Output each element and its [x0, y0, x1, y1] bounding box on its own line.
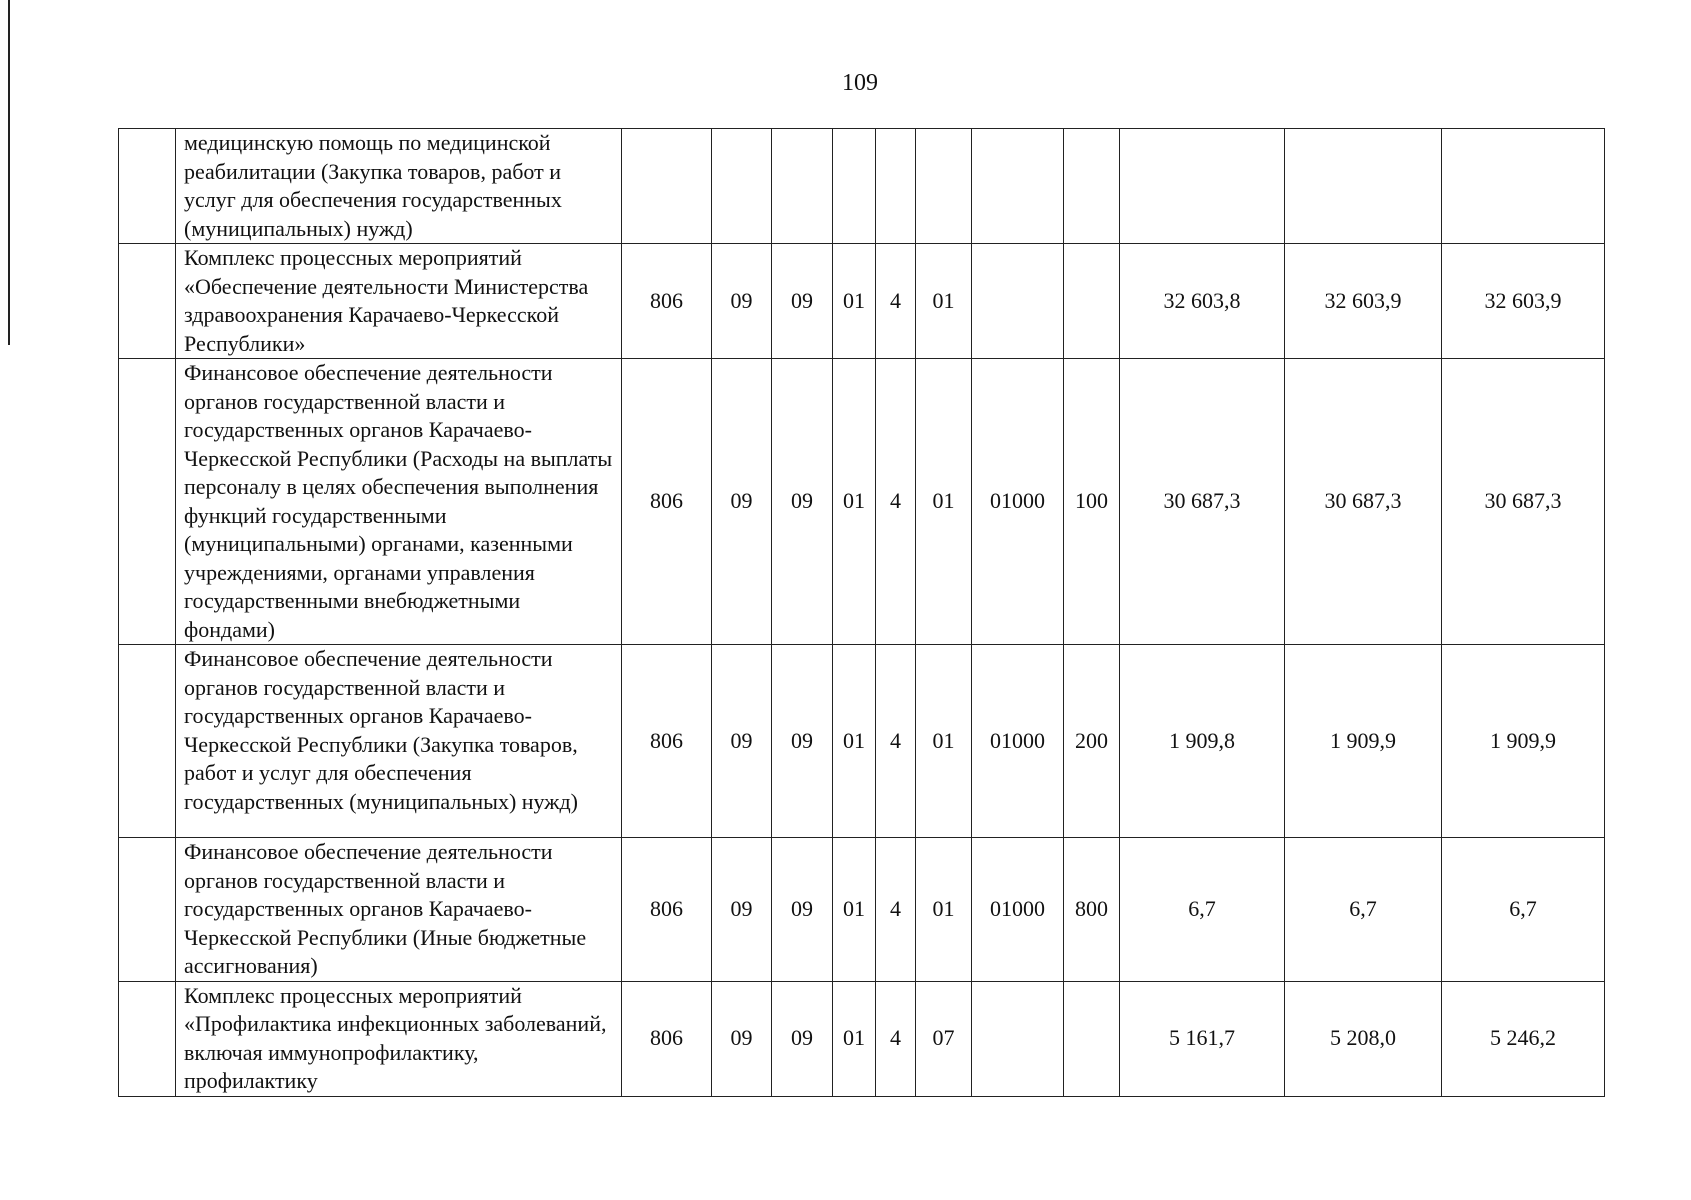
cell-c3 [772, 129, 833, 244]
cell-v2: 6,7 [1285, 838, 1442, 982]
cell-c7 [972, 981, 1064, 1096]
budget-table [118, 128, 1605, 1097]
cell-c5: 4 [876, 838, 916, 982]
row-number-cell [119, 129, 176, 244]
cell-c1: 806 [622, 838, 712, 982]
cell-c3: 09 [772, 359, 833, 645]
row-description: Комплекс процессных мероприятий «Обеспечение деятельности Министерства здравоохранения Карачаево-Черкесской Республики» [176, 244, 622, 359]
cell-c2 [712, 129, 772, 244]
cell-c3: 09 [772, 244, 833, 359]
cell-c5 [876, 129, 916, 244]
table-row [119, 645, 1605, 838]
scan-left-edge [8, 0, 10, 345]
row-description: Финансовое обеспечение деятельности органов государственной власти и государственных органов Карачаево-Черкесской Республики (Закупка товаров, работ и услуг для обеспечения государственных (муниципальных) нужд) [176, 645, 622, 838]
cell-c8: 200 [1064, 645, 1120, 838]
cell-c5: 4 [876, 244, 916, 359]
cell-c7: 01000 [972, 645, 1064, 838]
cell-c1: 806 [622, 645, 712, 838]
cell-v2 [1285, 129, 1442, 244]
cell-v3: 32 603,9 [1442, 244, 1605, 359]
cell-c4: 01 [833, 838, 876, 982]
cell-v1: 5 161,7 [1120, 981, 1285, 1096]
cell-c5: 4 [876, 981, 916, 1096]
table-row [119, 838, 1605, 982]
cell-v2: 32 603,9 [1285, 244, 1442, 359]
cell-v3: 30 687,3 [1442, 359, 1605, 645]
cell-c7 [972, 129, 1064, 244]
cell-c1: 806 [622, 981, 712, 1096]
cell-c6: 07 [916, 981, 972, 1096]
cell-v1: 32 603,8 [1120, 244, 1285, 359]
cell-c8 [1064, 244, 1120, 359]
cell-c1: 806 [622, 359, 712, 645]
cell-c7: 01000 [972, 359, 1064, 645]
cell-v1: 30 687,3 [1120, 359, 1285, 645]
cell-c5: 4 [876, 645, 916, 838]
cell-v1: 1 909,8 [1120, 645, 1285, 838]
cell-v2: 5 208,0 [1285, 981, 1442, 1096]
cell-v1: 6,7 [1120, 838, 1285, 982]
cell-v2: 30 687,3 [1285, 359, 1442, 645]
cell-c5: 4 [876, 359, 916, 645]
row-number-cell [119, 838, 176, 982]
cell-c8 [1064, 129, 1120, 244]
cell-c7: 01000 [972, 838, 1064, 982]
cell-v3: 5 246,2 [1442, 981, 1605, 1096]
cell-c4: 01 [833, 359, 876, 645]
cell-c4: 01 [833, 981, 876, 1096]
cell-c6: 01 [916, 244, 972, 359]
cell-c2: 09 [712, 838, 772, 982]
cell-v3: 6,7 [1442, 838, 1605, 982]
cell-c6 [916, 129, 972, 244]
row-description: медицинскую помощь по медицинской реабилитации (Закупка товаров, работ и услуг для обеспечения государственных (муниципальных) нужд) [176, 129, 622, 244]
cell-c7 [972, 244, 1064, 359]
cell-c2: 09 [712, 359, 772, 645]
cell-c2: 09 [712, 981, 772, 1096]
row-number-cell [119, 645, 176, 838]
cell-c1 [622, 129, 712, 244]
cell-c4 [833, 129, 876, 244]
table-row [119, 129, 1605, 244]
row-description: Финансовое обеспечение деятельности органов государственной власти и государственных органов Карачаево-Черкесской Республики (Расходы на выплаты персоналу в целях обеспечения выполнения функций государственными (муниципальными) органами, казенными учреждениями, органами управления государственными внебюджетными фондами) [176, 359, 622, 645]
cell-c6: 01 [916, 359, 972, 645]
cell-c1: 806 [622, 244, 712, 359]
table-body [119, 129, 1605, 1097]
row-number-cell [119, 359, 176, 645]
cell-c3: 09 [772, 838, 833, 982]
cell-c8 [1064, 981, 1120, 1096]
cell-c3: 09 [772, 645, 833, 838]
row-description: Финансовое обеспечение деятельности органов государственной власти и государственных органов Карачаево-Черкесской Республики (Иные бюджетные ассигнования) [176, 838, 622, 982]
cell-c6: 01 [916, 645, 972, 838]
cell-v3 [1442, 129, 1605, 244]
cell-v3: 1 909,9 [1442, 645, 1605, 838]
cell-c2: 09 [712, 645, 772, 838]
table-row [119, 359, 1605, 645]
cell-c4: 01 [833, 244, 876, 359]
cell-v1 [1120, 129, 1285, 244]
cell-c8: 100 [1064, 359, 1120, 645]
cell-v2: 1 909,9 [1285, 645, 1442, 838]
table-row [119, 244, 1605, 359]
row-number-cell [119, 981, 176, 1096]
row-description: Комплекс процессных мероприятий «Профилактика инфекционных заболеваний, включая иммунопрофилактику, профилактику [176, 981, 622, 1096]
cell-c3: 09 [772, 981, 833, 1096]
row-number-cell [119, 244, 176, 359]
cell-c6: 01 [916, 838, 972, 982]
cell-c2: 09 [712, 244, 772, 359]
table-row [119, 981, 1605, 1096]
cell-c8: 800 [1064, 838, 1120, 982]
cell-c4: 01 [833, 645, 876, 838]
page-number: 109 [842, 70, 878, 96]
